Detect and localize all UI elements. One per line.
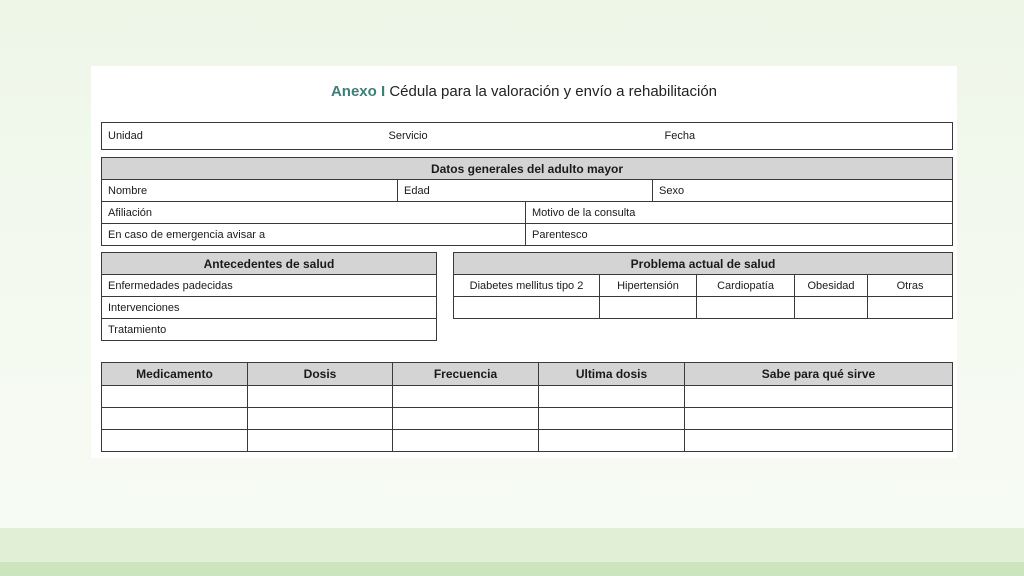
otras-header: Otras [868,275,953,297]
table-row [102,408,953,430]
hipertension-cell[interactable] [600,297,697,319]
table-cell[interactable] [102,408,248,430]
sexo-field[interactable]: Sexo [653,180,953,202]
table-cell[interactable] [393,430,539,452]
servicio-field[interactable]: Servicio [383,123,659,150]
table-cell[interactable] [539,408,685,430]
problema-actual-heading: Problema actual de salud [454,253,953,275]
datos-generales-heading: Datos generales del adulto mayor [102,158,953,180]
emergencia-field[interactable]: En caso de emergencia avisar a [102,224,526,246]
title-prefix: Anexo I [330,83,386,100]
ultima-dosis-header: Ultima dosis [539,363,685,386]
table-row [102,386,953,408]
hipertension-header: Hipertensión [600,275,697,297]
sabe-para-que-sirve-header: Sabe para qué sirve [685,363,953,386]
fecha-field[interactable]: Fecha [659,123,953,150]
table-cell[interactable] [102,386,248,408]
cardiopatia-cell[interactable] [697,297,795,319]
table-cell[interactable] [685,386,953,408]
page-title [91,83,957,100]
afiliacion-field[interactable]: Afiliación [102,202,526,224]
cardiopatia-header: Cardiopatía [697,275,795,297]
datos-generales-table [101,157,953,246]
footer-band-dark [0,562,1024,576]
table-row [102,430,953,452]
medicamento-header: Medicamento [102,363,248,386]
otras-cell[interactable] [868,297,953,319]
diabetes-cell[interactable] [454,297,600,319]
title-text: Cédula para la valoración y envío a rehabilitación [389,83,718,100]
frecuencia-header: Frecuencia [393,363,539,386]
table-cell[interactable] [102,430,248,452]
table-cell[interactable] [685,408,953,430]
edad-field[interactable]: Edad [398,180,653,202]
unidad-field[interactable]: Unidad [102,123,383,150]
nombre-field[interactable]: Nombre [102,180,398,202]
medicamentos-table [101,362,953,452]
enfermedades-field[interactable]: Enfermedades padecidas [102,275,437,297]
table-cell[interactable] [539,430,685,452]
footer-band-light [0,528,1024,562]
table-cell[interactable] [248,430,393,452]
table-cell[interactable] [685,430,953,452]
diabetes-header: Diabetes mellitus tipo 2 [454,275,600,297]
form-sheet [91,66,957,458]
problema-actual-table [453,252,953,319]
motivo-field[interactable]: Motivo de la consulta [526,202,953,224]
antecedentes-table [101,252,437,341]
tratamiento-field[interactable]: Tratamiento [102,319,437,341]
intervenciones-field[interactable]: Intervenciones [102,297,437,319]
parentesco-field[interactable]: Parentesco [526,224,953,246]
table-cell[interactable] [248,386,393,408]
obesidad-cell[interactable] [795,297,868,319]
table-cell[interactable] [248,408,393,430]
dosis-header: Dosis [248,363,393,386]
table-cell[interactable] [393,408,539,430]
antecedentes-heading: Antecedentes de salud [102,253,437,275]
obesidad-header: Obesidad [795,275,868,297]
table-cell[interactable] [393,386,539,408]
table-cell[interactable] [539,386,685,408]
header-info-table [101,122,953,150]
